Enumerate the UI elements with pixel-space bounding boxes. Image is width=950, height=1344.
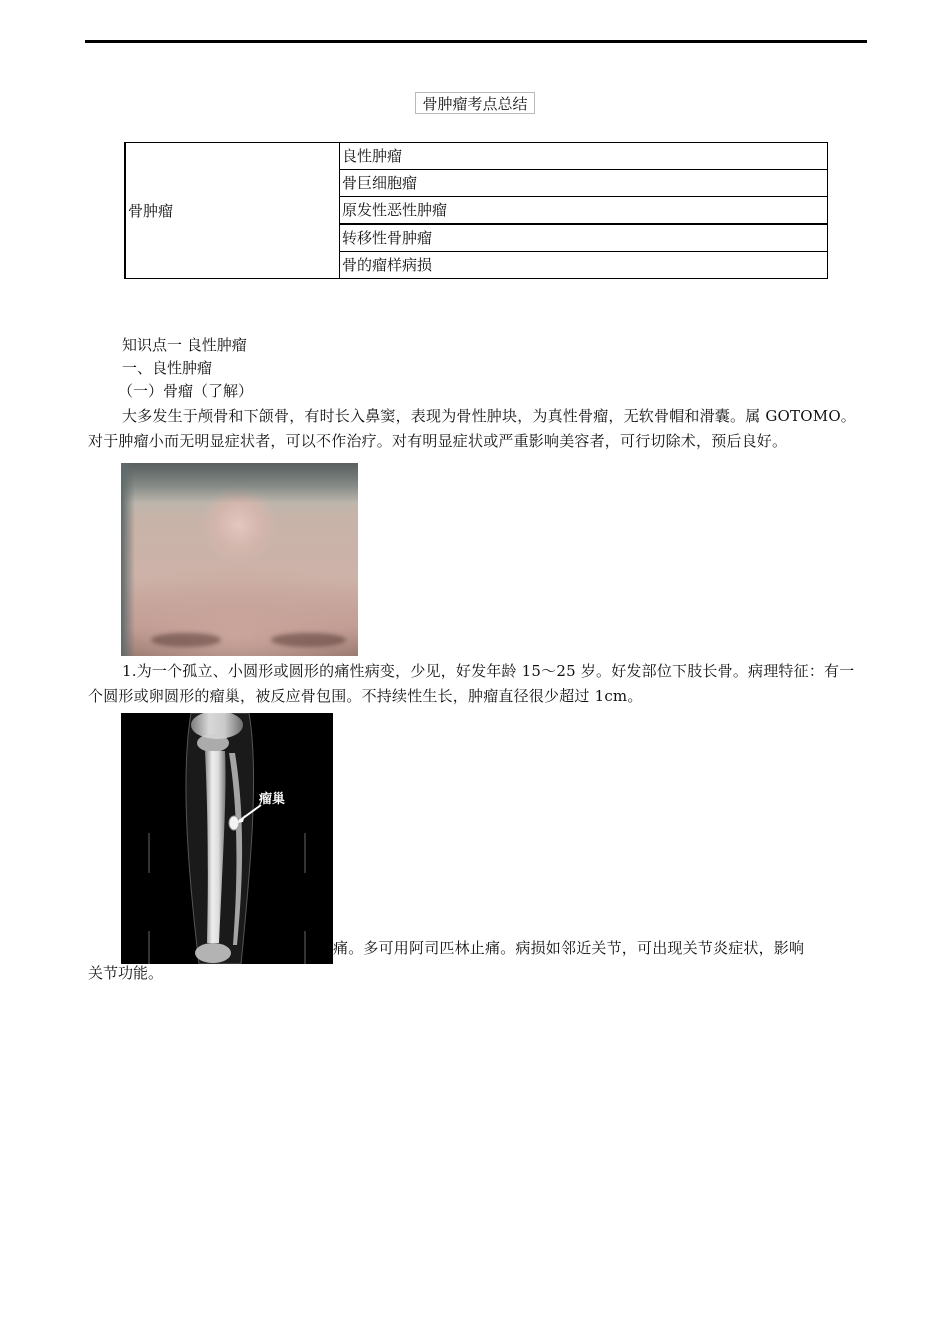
page-title: 骨肿瘤考点总结 xyxy=(415,92,535,114)
photo-hair-region xyxy=(121,463,358,503)
forehead-osteoma-photo xyxy=(121,463,358,656)
summary-item: 转移性骨肿瘤 xyxy=(340,224,828,252)
photo-eyebrow-left xyxy=(151,633,221,647)
summary-item: 骨的瘤样病损 xyxy=(340,252,828,279)
xray-drawing xyxy=(121,713,333,964)
section-knowledge: 知识点一 良性肿瘤 xyxy=(122,336,247,354)
subsection-heading: （一）骨瘤（了解） xyxy=(118,382,254,400)
section-heading: 一、良性肿瘤 xyxy=(122,359,213,377)
paragraph-3-continuation: 关节功能。 xyxy=(88,964,164,982)
summary-item: 原发性恶性肿瘤 xyxy=(340,197,828,225)
paragraph-osteoid-osteoma: 1.为一个孤立、小圆形或圆形的痛性病变，少见，好发年龄 15～25 岁。好发部位下肢长骨。病理特征：有一个圆形或卵圆形的瘤巢，被反应骨包围。不持续性生长，肿瘤直径很少超过 1cm。 xyxy=(88,662,855,705)
summary-item: 骨巨细胞瘤 xyxy=(340,170,828,197)
photo-edge xyxy=(121,463,135,656)
photo-eyebrow-right xyxy=(271,633,346,647)
header-rule xyxy=(85,40,867,43)
paragraph-osteoma: 大多发生于颅骨和下颌骨，有时长入鼻窦，表现为骨性肿块，为真性骨瘤，无软骨帽和滑囊。属 GOTOMO。对于肿瘤小而无明显症状者，可以不作治疗。对有明显症状或严重影响美容者，可行切除术，预后良好。 xyxy=(88,407,857,450)
summary-main-label: 骨肿瘤 xyxy=(125,143,340,279)
summary-item: 良性肿瘤 xyxy=(340,143,828,170)
leg-xray-image xyxy=(121,713,333,964)
xray-label-nidus: 瘤巢 xyxy=(259,792,286,807)
paragraph-3-visible-text: 痛。多可用阿司匹林止痛。病损如邻近关节，可出现关节炎症状，影响 xyxy=(333,939,805,957)
summary-table xyxy=(124,142,828,279)
